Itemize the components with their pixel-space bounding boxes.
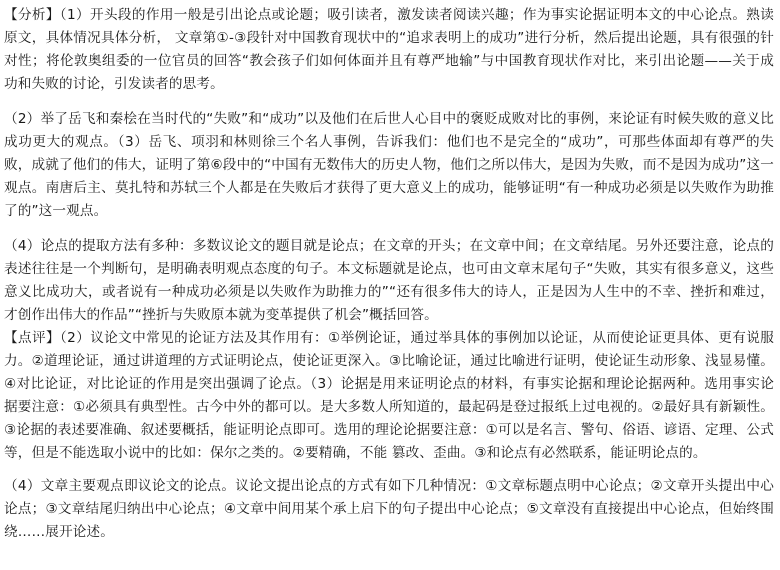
analysis-tag: 【分析】: [4, 7, 60, 23]
comment-tag: 【点评】: [4, 330, 60, 346]
comment-paragraph-2: （4）文章主要观点即议论文的论点。议论文提出论点的方式有如下几种情况：①文章标题点明中心论点；②文章开头提出中心论点；③文章结尾归纳出中心论点；④文章中间用某个承上启下的句子提出中心论点；⑤文章没有直接提出中心论点，但始终围绕……展开论述。: [4, 478, 774, 540]
analysis-paragraph-2: （2）举了岳飞和秦桧在当时代的“失败”和“成功”以及他们在后世人心目中的褒贬成败对比的事例，来论证有时候失败的意义比成功更大的观点。（3）岳飞、项羽和林则徐三个名人事例，告诉我们：他们也不是完全的“成功”，可那些体面却有尊严的失败，成就了他们的伟大，证明了第⑥段中的“中国有无数伟大的历史人物，他们之所以伟大，是因为失败，而不是因为成功”这一观点。南唐后主、莫扎特和苏轼三个人都是在失败后才获得了更大意义上的成功，能够证明“有一种成功必须是以失败作为助推了的”这一观点。: [4, 111, 774, 219]
analysis-paragraph-1: [4, 4, 774, 96]
analysis-paragraph-3: （4）论点的提取方法有多种：多数议论文的题目就是论点；在文章的开头；在文章中间；在文章结尾。另外还要注意，论点的表述往往是一个判断句，是明确表明观点态度的句子。本文标题就是论点，也可由文章末尾句子“失败，其实有很多意义，这些意义比成功大，或者说有一种成功必须是以失败作为助推力的”“还有很多伟大的诗人，正是因为人生中的不幸、挫折和难过，才创作出伟大的作品”“挫折与失败原本就为变革提供了机会”概括回答。: [4, 238, 774, 323]
comment-text-1: （2）议论文中常见的论证方法及其作用有：①举例论证，通过举具体的事例加以论证，从而使论证更具体、更有说服力。②道理论证，通过讲道理的方式证明论点，使论证更深入。③比喻论证，通过比喻进行证明，使论证生动形象、浅显易懂。④对比论证，对比论证的作用是突出强调了论点。（3）论据是用来证明论点的材料，有事实论据和理论论据两种。选用事实论据要注意：①必须具有典型性。古今中外的都可以。是大多数人所知道的，最起码是登过报纸上过电视的。②最好具有新颖性。③论据的表述要准确、叙述要概括，能证明论点即可。选用的理论论据要注意：①可以是名言、警句、俗语、谚语、定理、公式等，但是不能选取小说中的比如：保尔之类的。②要精确，不能 篡改、歪曲。③和论点有必然联系，能证明论点的。: [4, 330, 774, 461]
comment-paragraph-1: [4, 327, 774, 465]
analysis-text-1: （1）开头段的作用一般是引出论点或论题；吸引读者，激发读者阅读兴趣；作为事实论据证明本文的中心论点。熟读原文，具体情况具体分析， 文章第①-③段针对中国教育现状中的“追求表明上的成功”进行分析，然后提出论题，具有很强的针对性；将伦敦奥组委的一位官员的回答“教会孩子们如何体面并且有尊严地输”与中国教育现状作对比，来引出论题——关于成功和失败的讨论，引发读者的思考。: [4, 7, 774, 92]
